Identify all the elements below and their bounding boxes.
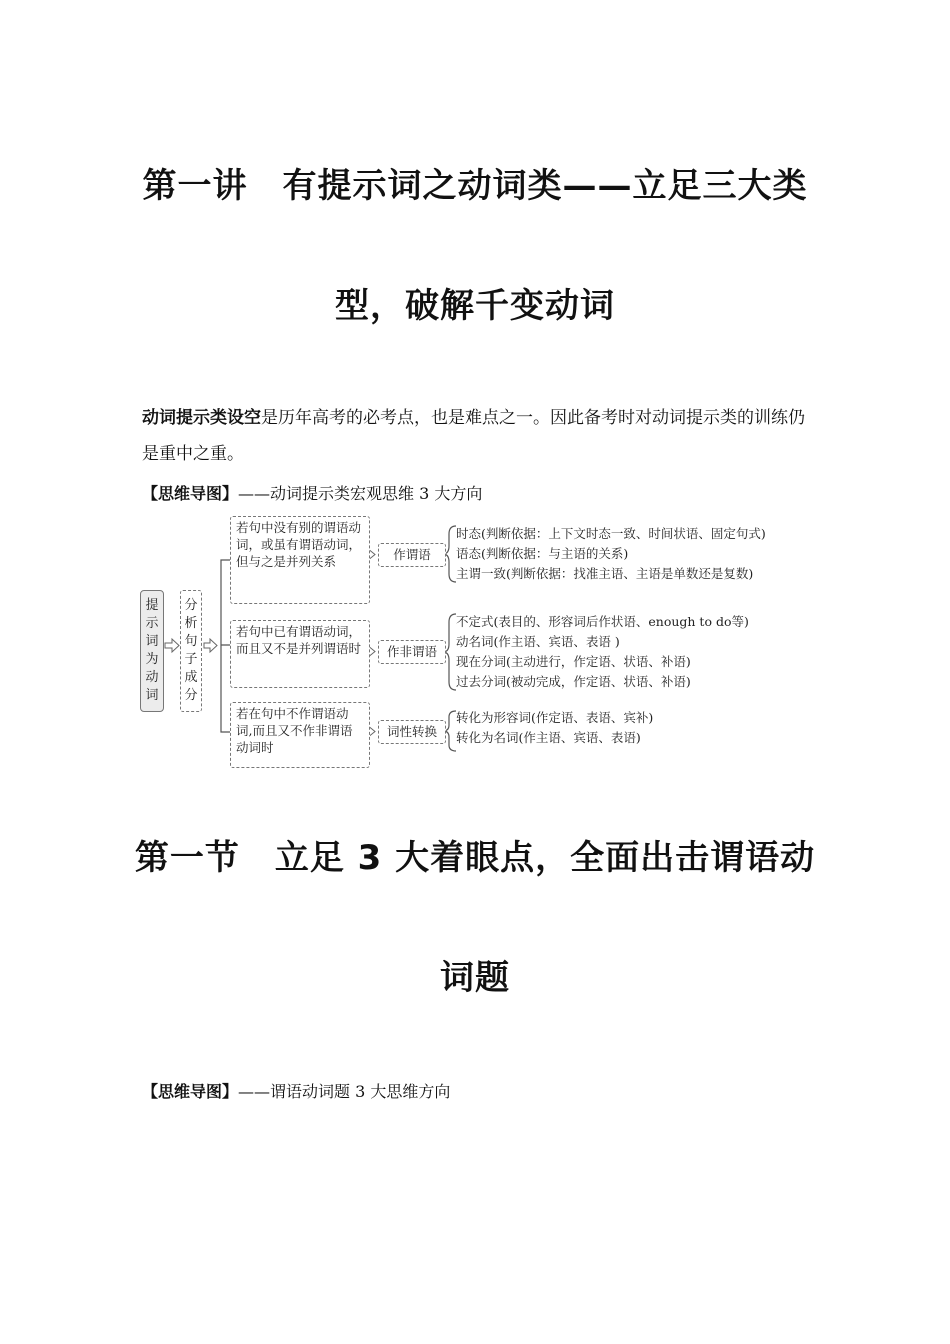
mindmap2-label-bracket: 【思维导图】: [142, 1082, 239, 1101]
mindmap2-label: [142, 1079, 450, 1102]
list-item: 现在分词(主动进行，作定语、状语、补语): [456, 654, 691, 669]
intro-bold-lead: 动词提示类设空: [142, 408, 261, 428]
list-item: 转化为名词(作主语、宾语、表语): [456, 730, 641, 745]
branch-1-items: [456, 524, 766, 584]
condition-node-2: 若句中已有谓语动词，而且又不是并列谓语时: [230, 620, 370, 688]
list-item: 转化为形容词(作定语、表语、宾补): [456, 710, 654, 725]
section-title-line-1: 第一节 立足 3 大着眼点，全面出击谓语动: [134, 838, 816, 878]
analysis-node: 分析句子成分: [180, 590, 202, 712]
list-item: 时态(判断依据：上下文时态一致、时间状语、固定句式): [456, 526, 766, 541]
intro-text: 是历年高考的必考点，也是难点之一。因此备考时对动词提示类的训练仍是重中之重。: [142, 408, 805, 464]
condition-node-1: 若句中没有别的谓语动词，或虽有谓语动词，但与之是并列关系: [230, 516, 370, 604]
list-item: 过去分词(被动完成，作定语、状语、补语): [456, 674, 691, 689]
arrow-icon: [165, 639, 179, 652]
branch-bracket: [221, 560, 230, 732]
lecture-title-line-1: 第一讲 有提示词之动词类——立足三大类: [142, 166, 808, 206]
lecture-title-line-2: 型，破解千变动词: [335, 286, 615, 326]
branch-3-items: [456, 708, 653, 748]
intro-paragraph: [142, 400, 812, 472]
list-item: 语态(判断依据：与主语的关系): [456, 546, 629, 561]
action-node-3: 词性转换: [378, 720, 446, 744]
mindmap1-label-bracket: 【思维导图】: [142, 484, 239, 503]
mindmap2-label-text: ——谓语动词题 3 大思维方向: [238, 1082, 451, 1101]
list-item: 主谓一致(判断依据：找准主语、主语是单数还是复数): [456, 566, 754, 581]
condition-node-3: 若在句中不作谓语动词,而且又不作非谓语动词时: [230, 702, 370, 768]
list-item: 不定式(表目的、形容词后作状语、enough to do等): [456, 614, 749, 629]
branch-2-items: [456, 612, 749, 692]
mindmap1-label-text: ——动词提示类宏观思维 3 大方向: [238, 484, 483, 503]
section-title-line-2: 词题: [440, 958, 510, 998]
mindmap-diagram: [138, 512, 818, 770]
root-node: 提示词为动词: [140, 590, 164, 712]
action-node-1: 作谓语: [378, 543, 446, 567]
mindmap1-label: [142, 481, 482, 504]
arrow-icon: [204, 639, 217, 652]
action-node-2: 作非谓语: [378, 640, 446, 664]
list-item: 动名词(作主语、宾语、表语 ): [456, 634, 620, 649]
